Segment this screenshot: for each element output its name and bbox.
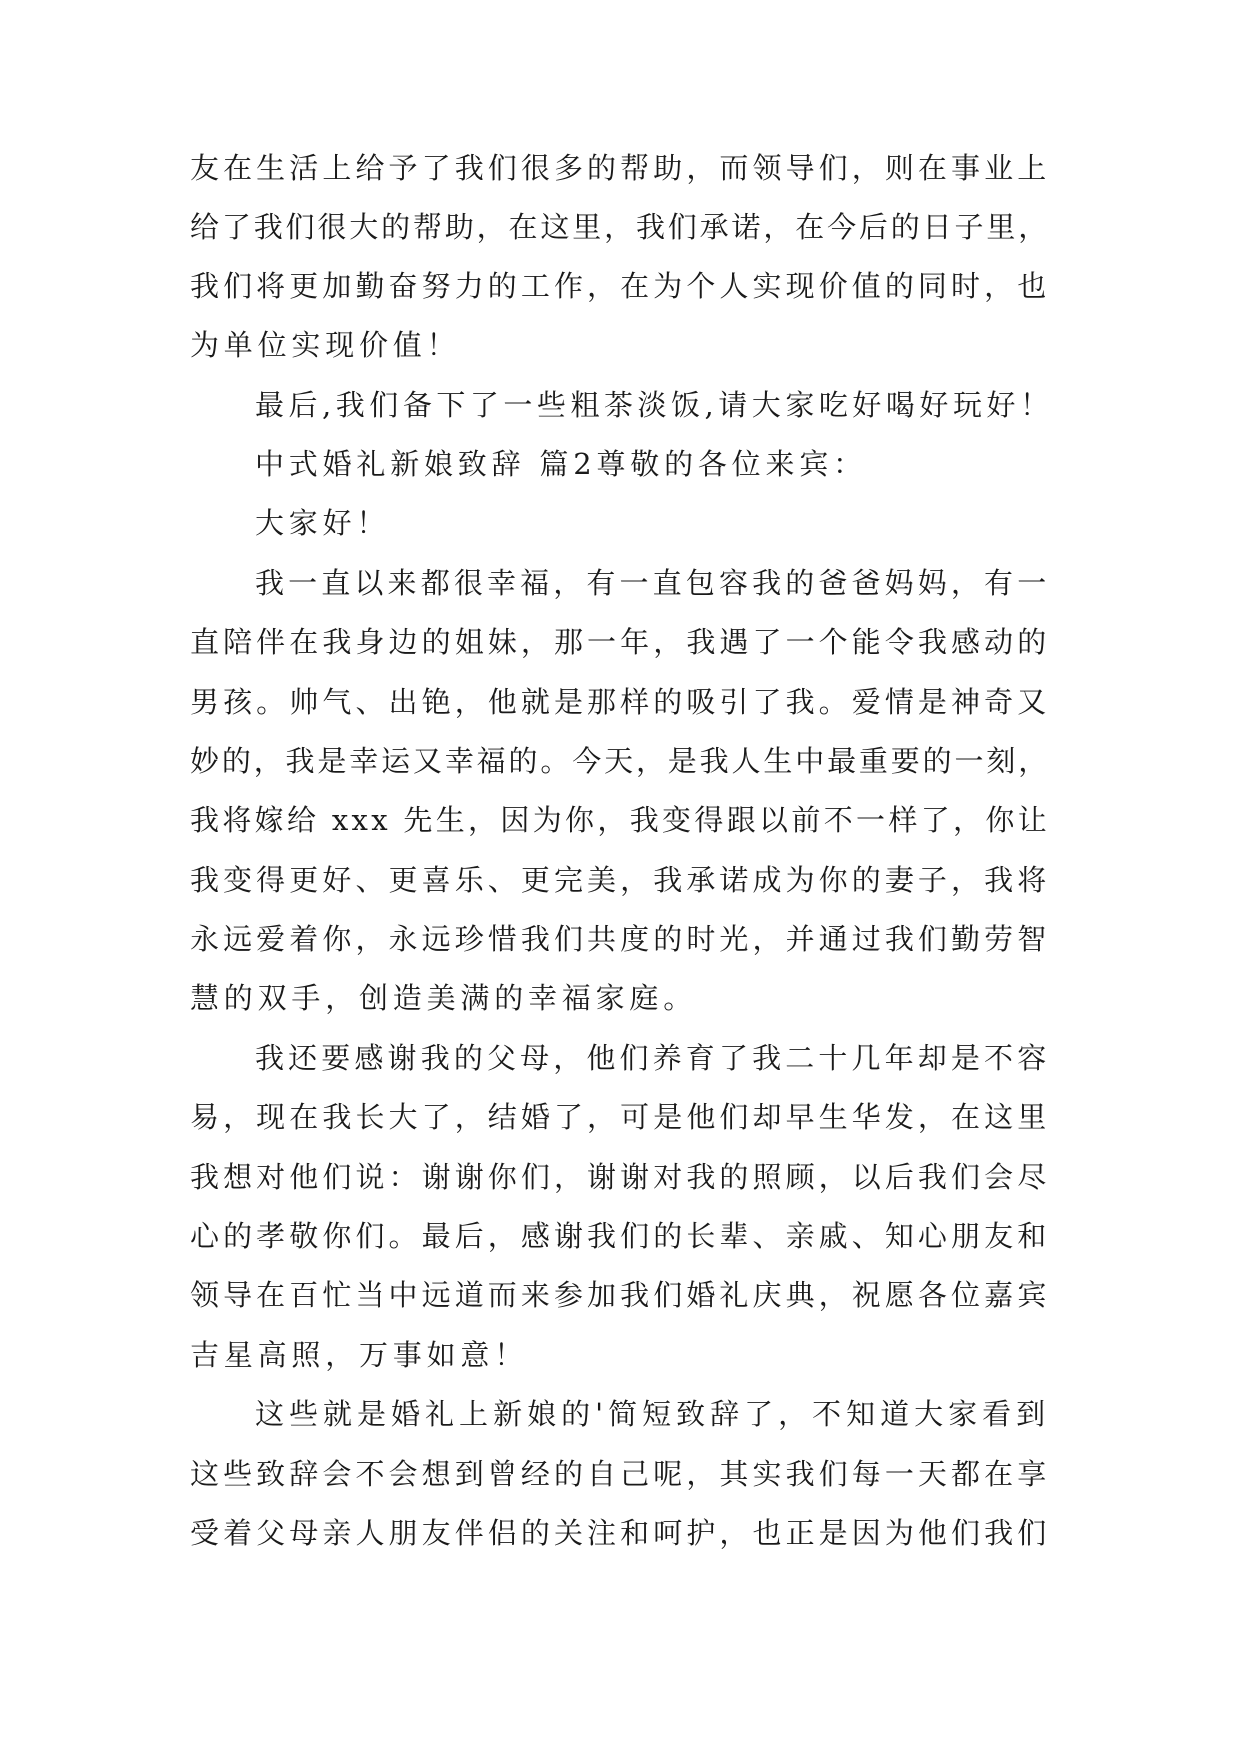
text-line: 心的孝敬你们。最后，感谢我们的长辈、亲戚、知心朋友和 — [190, 1219, 1050, 1253]
text-line: 永远爱着你，永远珍惜我们共度的时光，并通过我们勤劳智 — [190, 922, 1050, 956]
text-line: 慧的双手，创造美满的幸福家庭。 — [190, 981, 698, 1015]
text-line: 妙的，我是幸运又幸福的。今天，是我人生中最重要的一刻， — [190, 744, 1050, 778]
text-line: 直陪伴在我身边的姐妹，那一年，我遇了一个能令我感动的 — [190, 625, 1050, 659]
text-line: 吉星高照，万事如意！ — [190, 1338, 529, 1372]
text-line: 我想对他们说：谢谢你们，谢谢对我的照顾，以后我们会尽 — [190, 1160, 1050, 1194]
text-line: 领导在百忙当中远道而来参加我们婚礼庆典，祝愿各位嘉宾 — [190, 1278, 1050, 1312]
section-heading: 中式婚礼新娘致辞 篇2尊敬的各位来宾： — [255, 447, 867, 481]
text-line: 这些就是婚礼上新娘的'简短致辞了，不知道大家看到 — [255, 1397, 1050, 1431]
text-line: 大家好！ — [255, 506, 391, 540]
text-line: 最后,我们备下了一些粗茶淡饭,请大家吃好喝好玩好！ — [255, 388, 1050, 422]
text-line: 为单位实现价值！ — [190, 328, 461, 362]
text-line: 我们将更加勤奋努力的工作，在为个人实现价值的同时，也 — [190, 269, 1050, 303]
text-line: 男孩。帅气、出铯，他就是那样的吸引了我。爱情是神奇又 — [190, 685, 1050, 719]
text-line: 受着父母亲人朋友伴侣的关注和呵护，也正是因为他们我们 — [190, 1516, 1050, 1550]
text-line: 我还要感谢我的父母，他们养育了我二十几年却是不容 — [255, 1041, 1050, 1075]
text-line: 给了我们很大的帮助，在这里，我们承诺，在今后的日子里， — [190, 210, 1050, 244]
text-line: 我将嫁给 xxx 先生，因为你，我变得跟以前不一样了，你让 — [190, 803, 1050, 837]
text-line: 我变得更好、更喜乐、更完美，我承诺成为你的妻子，我将 — [190, 863, 1050, 897]
text-line: 我一直以来都很幸福，有一直包容我的爸爸妈妈，有一 — [255, 566, 1050, 600]
text-line: 易，现在我长大了，结婚了，可是他们却早生华发，在这里 — [190, 1100, 1050, 1134]
text-line: 这些致辞会不会想到曾经的自己呢，其实我们每一天都在享 — [190, 1457, 1050, 1491]
text-line: 友在生活上给予了我们很多的帮助，而领导们，则在事业上 — [190, 151, 1050, 185]
